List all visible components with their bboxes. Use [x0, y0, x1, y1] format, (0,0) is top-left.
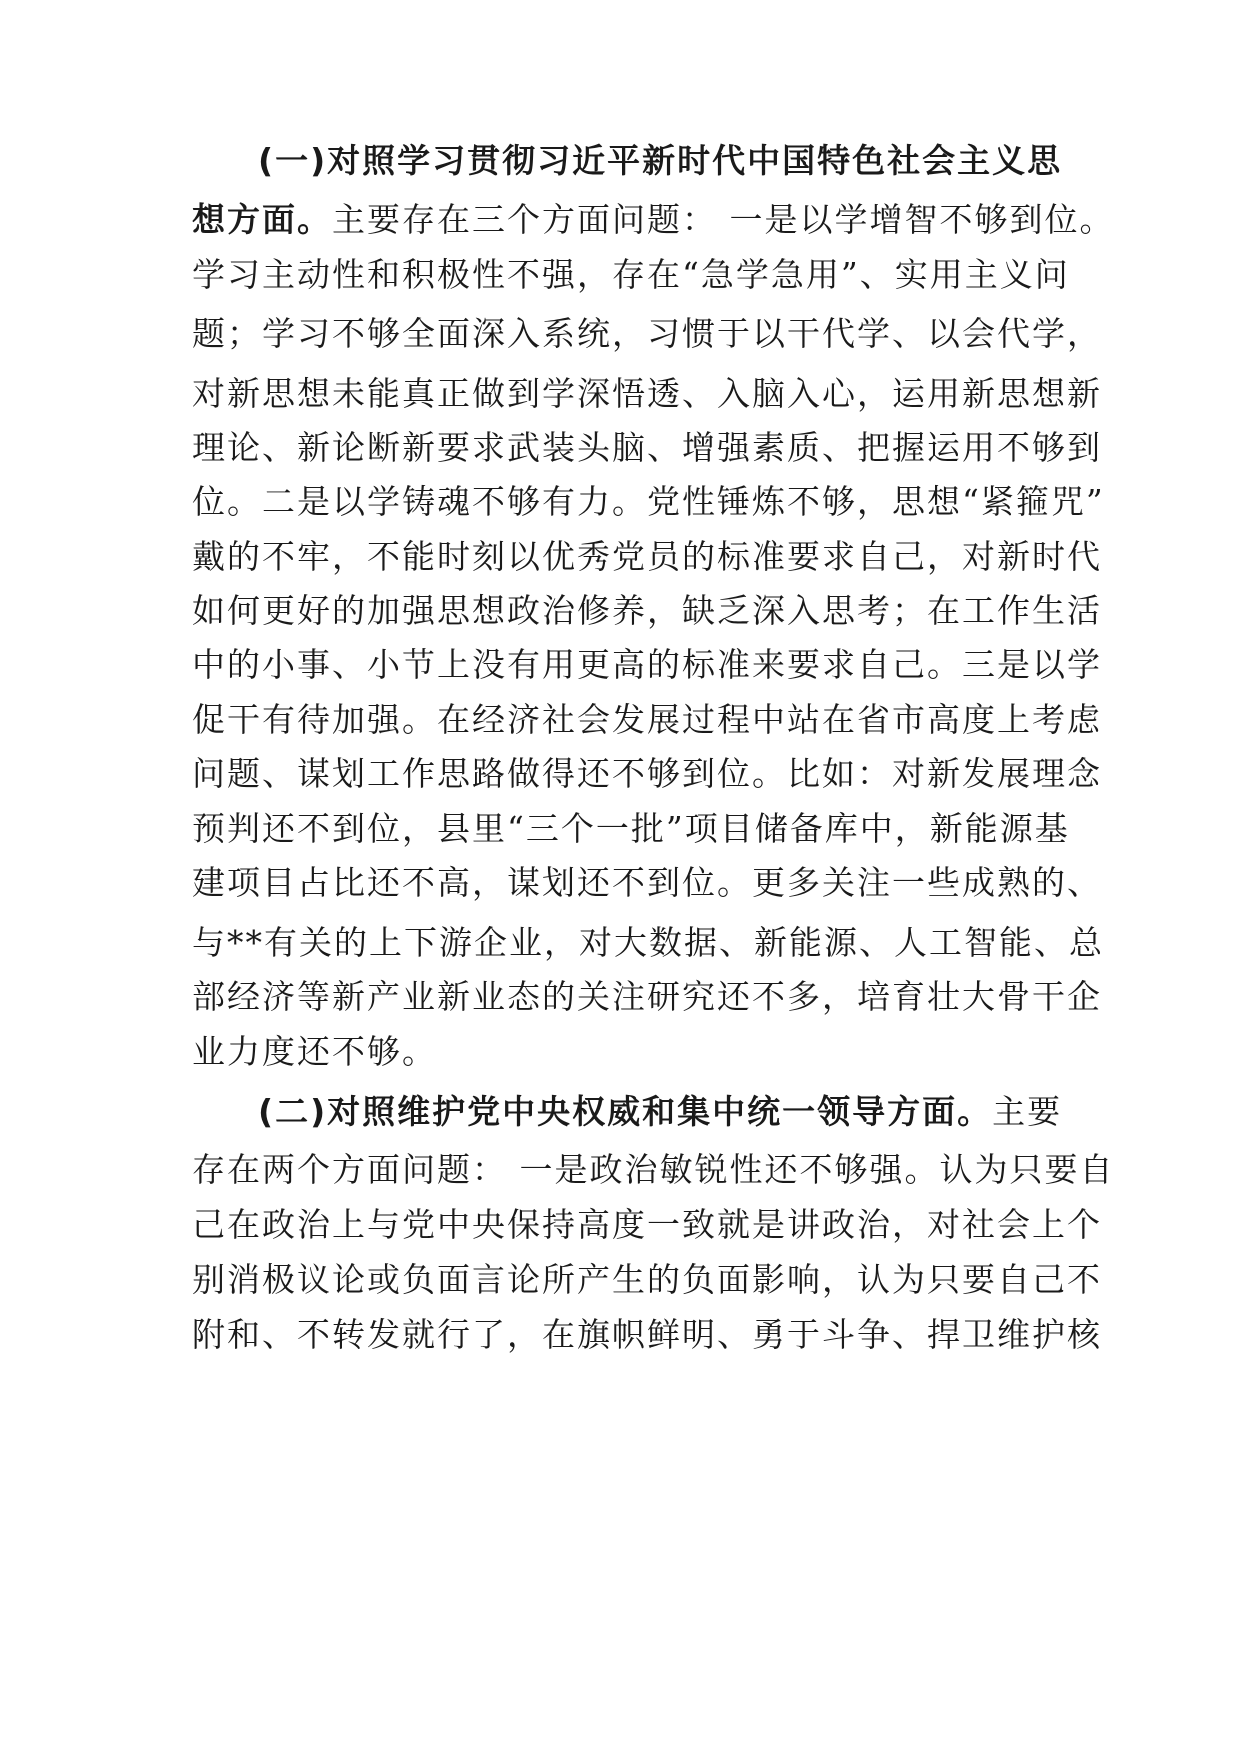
- line-text: 戴的不牢，不能时刻以优秀党员的标准要求自己，对新时代: [192, 537, 1102, 576]
- line-text: 业力度还不够。: [192, 1032, 437, 1071]
- line-text: 促干有待加强。在经济社会发展过程中站在省市高度上考虑: [192, 700, 1102, 739]
- paragraph-line: [192, 645, 1102, 685]
- line-text: 己在政治上与党中央保持高度一致就是讲政治，对社会上个: [192, 1205, 1102, 1244]
- line-text: 理论、新论断新要求武装头脑、增强素质、把握运用不够到: [192, 428, 1102, 467]
- line-text: 问题、谋划工作思路做得还不够到位。比如：对新发展理念: [192, 754, 1102, 793]
- paragraph-line: [192, 809, 1070, 849]
- paragraph-line: [192, 428, 1102, 468]
- section-heading: (二)对照维护党中央权威和集中统一领导方面。: [258, 1092, 993, 1131]
- line-text: 对新思想未能真正做到学深悟透、入脑入心，运用新思想新: [192, 374, 1102, 413]
- paragraph-line: [192, 754, 1102, 794]
- paragraph-line: [192, 482, 1105, 522]
- line-text: 如何更好的加强思想政治修养，缺乏深入思考；在工作生活: [192, 591, 1102, 630]
- paragraph-line: [192, 923, 1104, 963]
- paragraph-line: [192, 1150, 1115, 1190]
- paragraph-line: [192, 1315, 1102, 1355]
- line-text: 中的小事、小节上没有用更高的标准来要求自己。三是以学: [192, 645, 1102, 684]
- paragraph-line: [192, 863, 1102, 903]
- line-text: 预判还不到位，县里“三个一批”项目储备库中，新能源基: [192, 809, 1070, 848]
- paragraph-line: [192, 200, 1115, 240]
- line-text: 附和、不转发就行了，在旗帜鲜明、勇于斗争、捍卫维护核: [192, 1315, 1102, 1354]
- line-text: 建项目占比还不高，谋划还不到位。更多关注一些成熟的、: [192, 863, 1102, 902]
- paragraph-line: [258, 1092, 1063, 1132]
- paragraph-line: [192, 1032, 1042, 1072]
- line-text: 部经济等新产业新业态的关注研究还不多，培育壮大骨干企: [192, 977, 1102, 1016]
- line-text: 题；学习不够全面深入系统，习惯于以干代学、以会代学，: [192, 314, 1102, 353]
- paragraph-line: [192, 977, 1102, 1017]
- paragraph-line: [192, 314, 1102, 354]
- line-text: 主要存在三个方面问题： 一是以学增智不够到位。: [332, 200, 1115, 239]
- line-text: 别消极议论或负面言论所产生的负面影响，认为只要自己不: [192, 1260, 1102, 1299]
- line-text: 学习主动性和积极性不强，存在“急学急用”、实用主义问: [192, 255, 1070, 294]
- section-heading: (一)对照学习贯彻习近平新时代中国特色社会主义思: [258, 141, 1063, 180]
- paragraph-line: [192, 537, 1102, 577]
- line-text: 主要: [992, 1092, 1063, 1131]
- line-text: 存在两个方面问题： 一是政治敏锐性还不够强。认为只要自: [192, 1150, 1115, 1189]
- paragraph-line: [192, 591, 1102, 631]
- paragraph-line: [192, 1260, 1102, 1300]
- paragraph-line: [192, 255, 1070, 295]
- section-heading: 想方面。: [192, 200, 332, 239]
- line-text: 与**有关的上下游企业，对大数据、新能源、人工智能、总: [192, 923, 1104, 962]
- line-text: 位。二是以学铸魂不够有力。党性锤炼不够，思想“紧箍咒”: [192, 482, 1105, 521]
- paragraph-line: [192, 1205, 1102, 1245]
- paragraph-line: [192, 374, 1102, 414]
- paragraph-line: [258, 141, 1063, 181]
- paragraph-line: [192, 700, 1102, 740]
